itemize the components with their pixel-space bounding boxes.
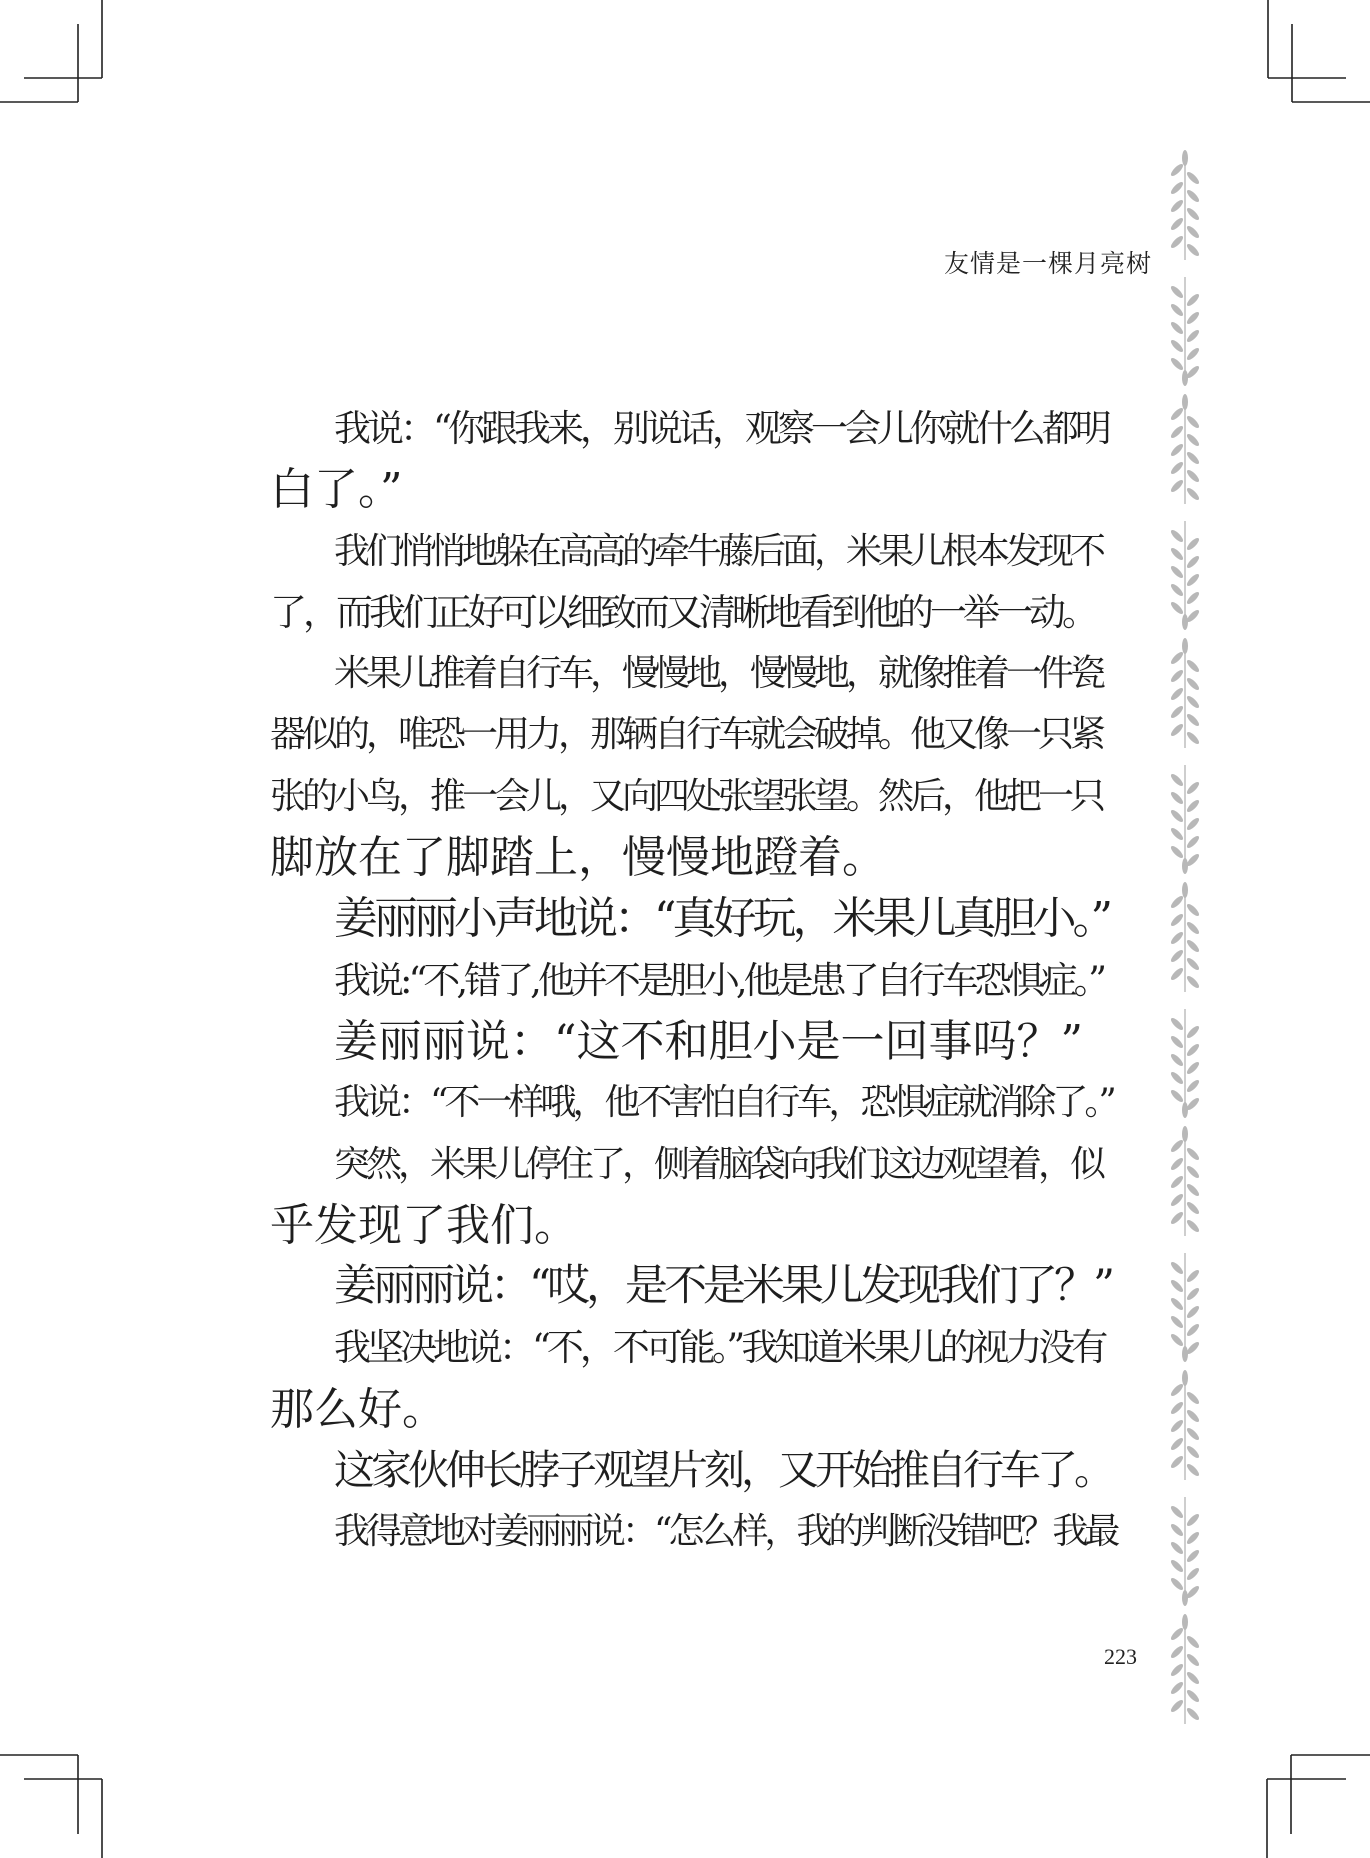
text-line: 突然，米果儿停住了，侧着脑袋向我们这边观望着，似: [334, 1143, 1103, 1185]
running-head: 友情是一棵月亮树: [943, 249, 1152, 278]
text-line: 器似的，唯恐一用力，那辆自行车就会破掉。他又像一只紧: [270, 714, 1103, 756]
leaf-sprig-icon: [1169, 1126, 1201, 1236]
text-line: 了，而我们正好可以细致而又清晰地看到他的一举一动。: [270, 590, 1095, 634]
leaf-sprig-icon: [1169, 521, 1201, 630]
text-line: 我坚决地说：“不，不可能。”我知道米果儿的视力没有: [334, 1326, 1105, 1370]
text-line: 我说：“你跟我来，别说话，观察一会儿你就什么都明: [334, 407, 1108, 450]
text-line: 我们悄悄地躲在高高的牵牛藤后面，米果儿根本发现不: [334, 530, 1103, 572]
paragraph: [270, 1501, 1118, 1562]
body-text: [270, 398, 1118, 1563]
paragraph: [270, 521, 1118, 644]
page-number: 223: [1104, 1644, 1137, 1669]
text-line: 张的小鸟，推一会儿，又向四处张望张望。然后，他把一只: [270, 775, 1103, 817]
paragraph: [270, 398, 1118, 521]
paragraph: [270, 1440, 1118, 1501]
leaf-sprig-icon: [1169, 394, 1201, 504]
paragraph: [270, 1011, 1118, 1072]
leaf-vine-ornament-icon: [1160, 150, 1210, 1730]
paragraph: [270, 888, 1118, 949]
leaf-sprig-icon: [1169, 1497, 1201, 1606]
paragraph: [270, 1072, 1118, 1133]
leaf-sprig-icon: [1169, 150, 1201, 260]
leaf-sprig-icon: [1169, 1370, 1201, 1480]
paragraph: [270, 643, 1118, 888]
leaf-sprig-icon: [1169, 1253, 1201, 1362]
paragraph: [270, 1134, 1118, 1257]
leaf-sprig-icon: [1169, 1009, 1201, 1118]
text-line: 我说：“不一样哦，他不害怕自行车，恐惧症就消除了。”: [334, 1082, 1113, 1124]
paragraph: [270, 1317, 1118, 1440]
leaf-sprig-icon: [1169, 882, 1201, 992]
text-line: 姜丽丽说：“这不和胆小是一回事吗？”: [334, 1015, 1083, 1067]
paragraph: [270, 1256, 1118, 1317]
leaf-sprig-icon: [1169, 277, 1201, 386]
leaf-sprig-icon: [1169, 765, 1201, 874]
text-line: 姜丽丽说：“哎，是不是米果儿发现我们了？”: [334, 1261, 1111, 1312]
text-line: 白了。”: [270, 464, 403, 516]
text-line: 那么好。: [270, 1383, 446, 1435]
text-line: 米果儿推着自行车，慢慢地，慢慢地，就像推着一件瓷: [334, 653, 1103, 695]
leaf-sprig-icon: [1169, 638, 1201, 748]
text-line: 我说:“不,错了,他并不是胆小,他是患了自行车恐惧症。”: [334, 958, 1104, 1002]
text-line: 乎发现了我们。: [270, 1199, 578, 1251]
text-line: 脚放在了脚踏上，慢慢地蹬着。: [270, 832, 886, 884]
text-line: 我得意地对姜丽丽说：“怎么样，我的判断没错吧？我最: [334, 1511, 1117, 1553]
leaf-sprig-icon: [1169, 1614, 1201, 1724]
text-line: 这家伙伸长脖子观望片刻，又开始推自行车了。: [334, 1446, 1111, 1495]
text-line: 姜丽丽小声地说：“真好玩，米果儿真胆小。”: [334, 893, 1109, 945]
paragraph: [270, 950, 1118, 1011]
